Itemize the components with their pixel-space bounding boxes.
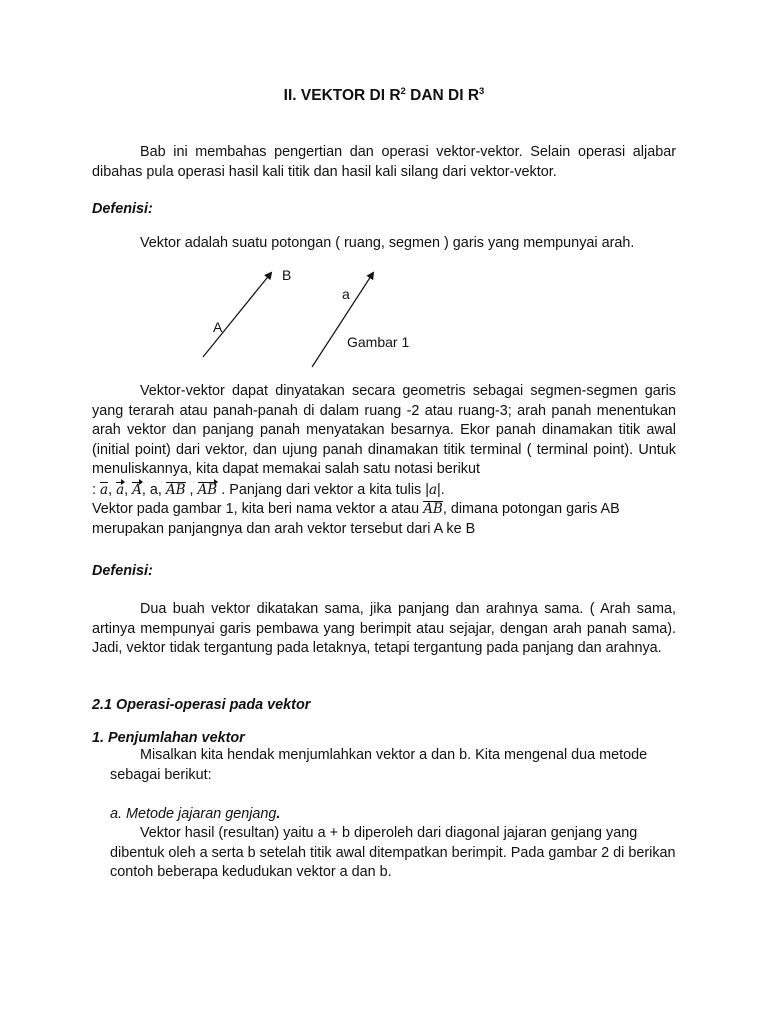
notation-A-arrow: A bbox=[132, 481, 142, 501]
figure-caption-1: Gambar 1 bbox=[347, 334, 410, 350]
figure1-description: Vektor pada gambar 1, kita beri nama vektor a atau AB, dimana potongan garis AB bbox=[92, 500, 676, 520]
subsection-heading-1: 1. Penjumlahan vektor bbox=[92, 730, 245, 746]
geometry-paragraph: Vektor-vektor dapat dinyatakan secara geometris sebagai segmen-segmen garis yang terarah atau panah-panah di dalam ruang -2 atau ruang-3; arah panah menentukan arah vektor dan panjang panah menyatakan besarnya. Ekor panah dinamakan titik awal (initial point) dari vektor, dan ujung panah dinamakan titik terminal ( terminal point). Untuk menuliskannya, kita dapat memakai salah satu notasi berikut : a, a, A, a, AB , AB . Panjang dari vektor a kita tulis |a|. Vektor pada gambar 1, kita beri nama vektor a atau AB, dimana potongan garis AB merupakan panjangnya dan arah vektor tersebut dari A ke B bbox=[92, 382, 676, 539]
vector-ab-arrow bbox=[203, 273, 271, 357]
page-title: II. VEKTOR DI $R^2$ DAN DI $R^3$ bbox=[283, 86, 485, 104]
subsection-text-1: Misalkan kita hendak menjumlahkan vektor a dan b. Kita mengenal dua metode sebagai berikut: bbox=[110, 747, 648, 783]
notation-line: : a, a, A, a, AB , AB . Panjang dari vektor a kita tulis |a|. bbox=[92, 481, 676, 501]
method-a-text: Vektor hasil (resultan) yaitu a + b diperoleh dari diagonal jajaran genjang yang dibentuk oleh a serta b setelah titik awal ditempatkan berimpit. Pada gambar 2 di berikan contoh beberapa kedudukan vektor a dan b. bbox=[110, 825, 676, 880]
notation-a-arrow: a bbox=[116, 481, 124, 501]
method-a-heading: a. Metode jajaran genjang. bbox=[110, 806, 281, 822]
section-heading-2-1: 2.1 Operasi-operasi pada vektor bbox=[92, 697, 311, 713]
notation-AB-bar: AB bbox=[166, 481, 186, 501]
definition-text-1: Vektor adalah suatu potongan ( ruang, segmen ) garis yang mempunyai arah. bbox=[140, 235, 635, 251]
notation-AB-arrow: AB bbox=[198, 481, 218, 501]
intro-paragraph: Bab ini membahas pengertian dan operasi vektor-vektor. Selain operasi aljabar dibahas pula operasi hasil kali titik dan hasil kali silang dari vektor-vektor. bbox=[92, 144, 676, 180]
figure-label-a-cap: A bbox=[213, 319, 223, 335]
figure-label-a-small: a bbox=[342, 286, 350, 302]
figure-1 bbox=[190, 262, 430, 372]
figure1-description-line2: merupakan panjangnya dan arah vektor tersebut dari A ke B bbox=[92, 520, 476, 537]
figure-1-vectors bbox=[190, 262, 430, 372]
definition-heading-1: Defenisi: bbox=[92, 201, 153, 217]
definition-heading-2: Defenisi: bbox=[92, 563, 153, 579]
figure-label-b: B bbox=[282, 267, 292, 283]
notation-a-bar: a bbox=[100, 481, 108, 501]
vector-ab-notation: AB bbox=[423, 500, 443, 520]
definition-text-2: Dua buah vektor dikatakan sama, jika panjang dan arahnya sama. ( Arah sama, artinya mempunyai garis pembawa yang berimpit atau sejajar, dengan arah panah sama). Jadi, vektor tidak tergantung pada letaknya, tetapi tergantung pada panjang dan arahnya. bbox=[92, 601, 676, 656]
